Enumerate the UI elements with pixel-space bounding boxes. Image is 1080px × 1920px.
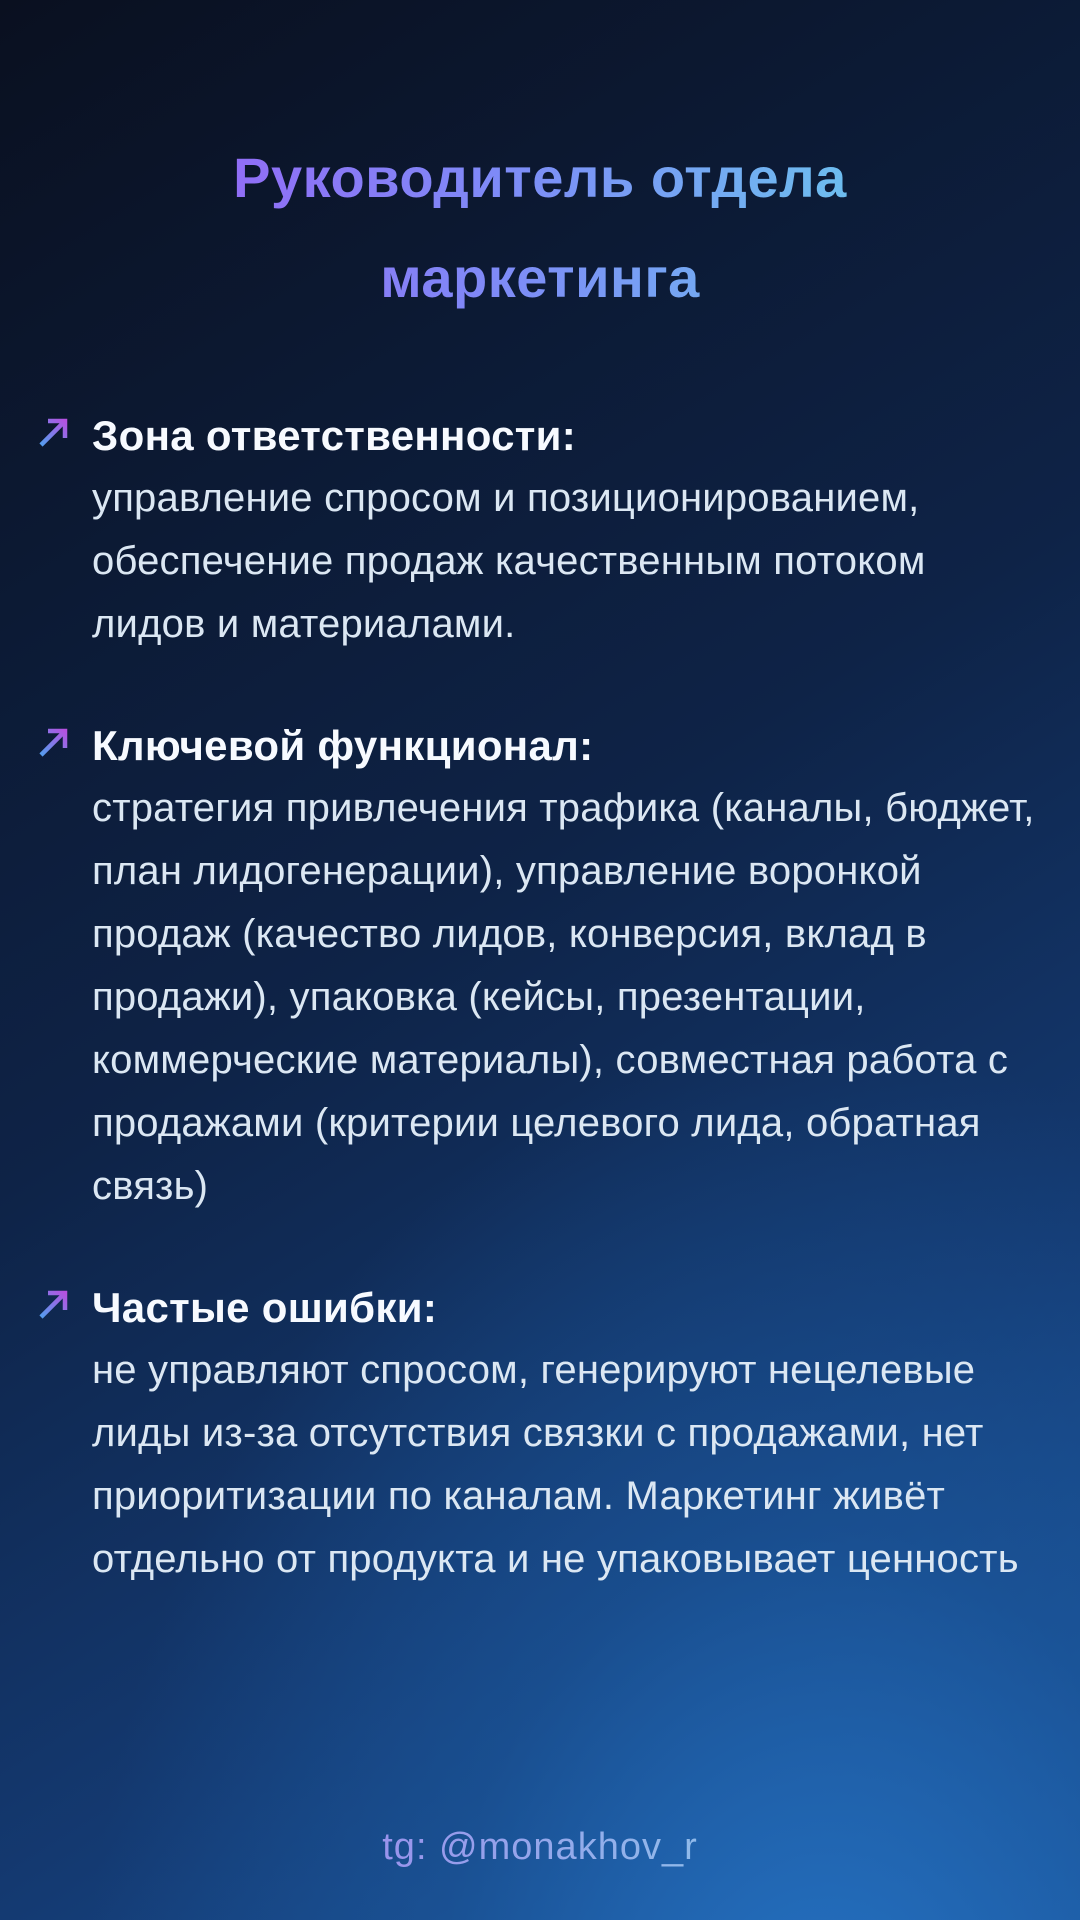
section-common-mistakes <box>36 1276 1046 1591</box>
section-heading: Ключевой функционал: <box>92 722 594 769</box>
section-heading: Частые ошибки: <box>92 1284 438 1331</box>
section-text <box>92 1276 1046 1591</box>
section-text <box>92 404 1046 656</box>
section-key-functions <box>36 714 1046 1218</box>
arrow-up-right-icon <box>36 714 92 760</box>
section-responsibility <box>36 404 1046 656</box>
section-body: не управляют спросом, генерируют нецелевые лиды из-за отсутствия связки с продажами, нет приоритизации по каналам. Маркетинг живёт отдельно от продукта и не упаковывает ценность <box>92 1348 1019 1581</box>
page-title <box>0 128 1080 328</box>
section-body: стратегия привлечения трафика (каналы, бюджет, план лидогенерации), управление воронкой продаж (качество лидов, конверсия, вклад в продажи), упаковка (кейсы, презентации, коммерческие материалы), совместная работа с продажами (критерии целевого лида, обратная связь) <box>92 786 1035 1208</box>
arrow-up-right-icon <box>36 404 92 450</box>
arrow-up-right-icon <box>36 1276 92 1322</box>
content <box>36 404 1046 1649</box>
page-title-line2: маркетинга <box>380 246 700 309</box>
section-body: управление спросом и позиционированием, обеспечение продаж качественным потоком лидов и материалами. <box>92 476 926 646</box>
section-heading: Зона ответственности: <box>92 412 577 459</box>
section-text <box>92 714 1046 1218</box>
page-title-line1: Руководитель отдела <box>233 146 847 209</box>
footer-telegram-handle: tg: @monakhov_r <box>0 1826 1080 1869</box>
